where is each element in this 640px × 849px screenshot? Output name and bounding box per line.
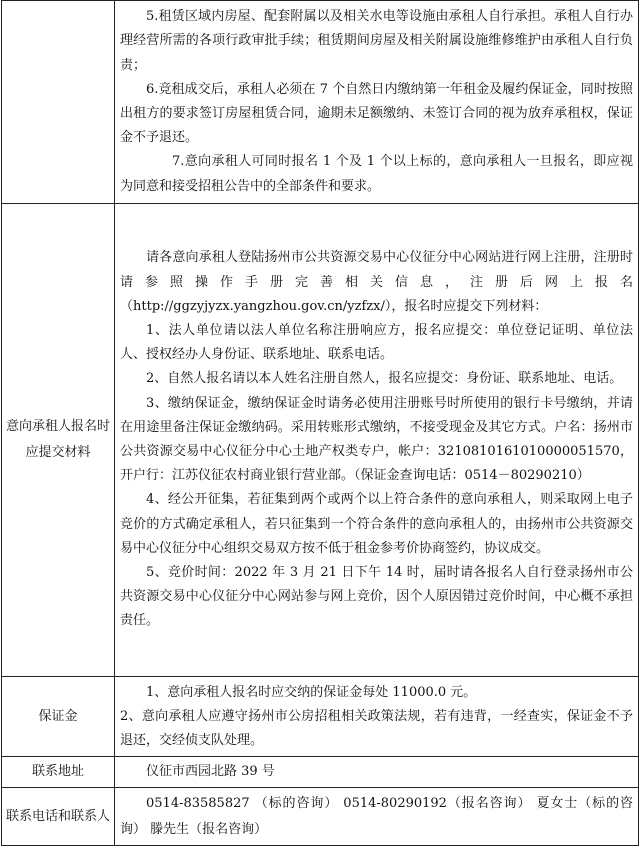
- row-label-empty: [2, 1, 115, 204]
- row-label-deposit: 保证金: [2, 677, 115, 757]
- materials-intro-paragraph: 请各意向承租人登陆扬州市公共资源交易中心仪征分中心网站进行网上注册，注册时请参照操作手册完善相关信息，注册后网上报名（http://ggzyjyzx.yangzhou.gov.cn/yzfzx/），报名时应提交下列材料：: [120, 250, 633, 314]
- row-label-materials: 意向承租人报名时应提交材料: [2, 204, 115, 677]
- deposit-item-2: 2、意向承租人应遵守扬州市公房招租相关政策法规，若有违背，一经查实，保证金不予退还，交经侦支队处理。: [120, 708, 633, 748]
- table-row-address: [2, 757, 639, 788]
- term-5-paragraph: 5.租赁区域内房屋、配套附属以及相关水电等设施由承租人自行承担。承租人自行办理经营所需的各项行政审批手续；租赁期间房屋及相关附属设施维修维护由承租人自行负责；: [120, 9, 633, 73]
- announcement-table: [1, 0, 639, 846]
- term-6-paragraph: 6.竞租成交后，承租人必须在 7 个自然日内缴纳第一年租金及履约保证金，同时按照出租方的要求签订房屋租赁合同，逾期未足额缴纳、未签订合同的视为放弃承租权，保证金不予退还。: [120, 81, 633, 146]
- table-row-contact: [2, 788, 639, 846]
- materials-item-4: 4、经公开征集，若征集到两个或两个以上符合条件的意向承租人，则采取网上电子竞价的方式确定承租人，若只征集到一个符合条件的意向承租人的，由扬州市公共资源交易中心仪征分中心组织交易双方按不低于租金参考价协商签约，协议成交。: [120, 492, 633, 556]
- deposit-cell: [115, 677, 639, 757]
- materials-item-5: 5、竞价时间：2022 年 3 月 21 日下午 14 时，届时请各报名人自行登录扬州市公共资源交易中心仪征分中心网站参与网上竞价，因个人原因错过竞价时间，中心概不承担责任。: [120, 565, 633, 629]
- table-row-deposit: [2, 677, 639, 757]
- address-cell: [115, 757, 639, 788]
- terms-cell: [115, 1, 639, 204]
- materials-cell: [115, 204, 639, 677]
- row-label-address: 联系地址: [2, 757, 115, 788]
- table-row-terms: [2, 1, 639, 204]
- table-row-materials: [2, 204, 639, 677]
- row-label-contact: 联系电话和联系人: [2, 788, 115, 846]
- term-7-paragraph: 7.意向承租人可同时报名 1 个及 1 个以上标的，意向承租人一旦报名，即应视为同意和接受招租公告中的全部条件和要求。: [120, 154, 633, 194]
- materials-item-2: 2、自然人报名请以本人姓名注册自然人，报名应提交：身份证、联系地址、电话。: [146, 371, 623, 387]
- contact-text: 0514-83585827 （标的咨询） 0514-80290192（报名咨询） 夏女士（标的咨询） 滕先生（报名咨询）: [120, 795, 633, 837]
- deposit-item-1: 1、意向承租人报名时应交纳的保证金每处 11000.0 元。: [146, 684, 477, 700]
- materials-item-3: 3、缴纳保证金，缴纳保证金时请务必使用注册账号时所使用的银行卡号缴纳，并请在用途里备注保证金缴纳码。采用转账形式缴纳，不接受现金及其它方式。户名：扬州市公共资源交易中心仪征分中心土地产权类专户，帐户：3210810161010000051570，开户行：江苏仪征农村商业银行营业部。（保证金查询电话：0514－80290210）: [120, 395, 633, 484]
- materials-item-1: 1、法人单位请以法人单位名称注册响应方，报名应提交：单位登记证明、单位法人、授权经办人身份证、联系地址、联系电话。: [120, 322, 633, 363]
- address-text: 仪征市西园北路 39 号: [146, 764, 275, 779]
- contact-cell: [115, 788, 639, 846]
